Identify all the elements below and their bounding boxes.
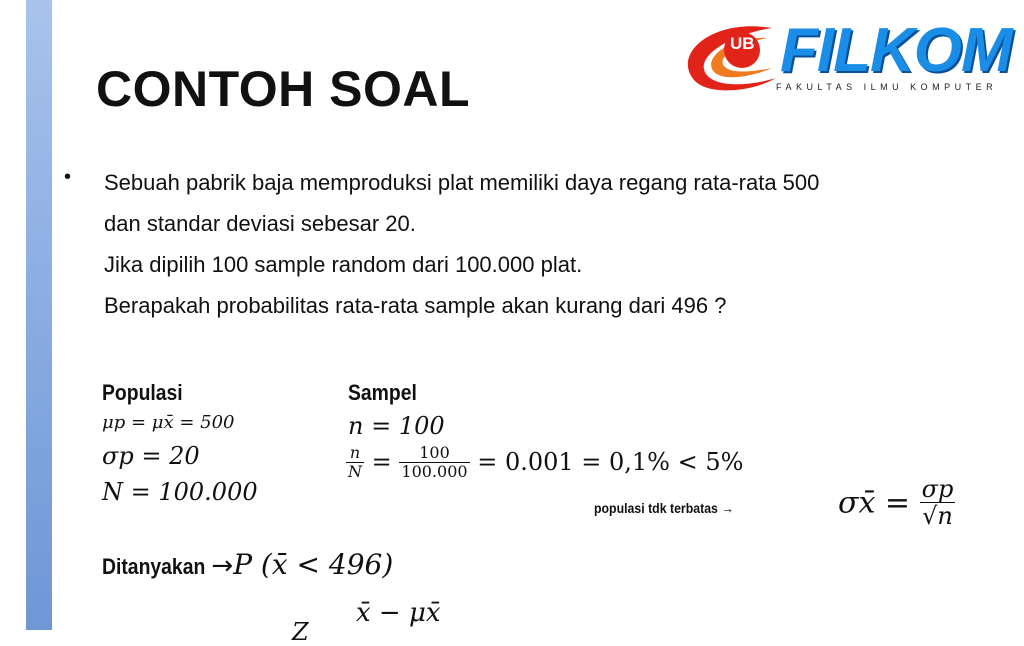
ratio-value-numerator: 100 <box>399 444 469 463</box>
logo-name: FILKOM <box>780 16 1012 85</box>
formula-numerator: σp <box>921 475 954 503</box>
ratio-result: = 0.001 = 0,1% < 5% <box>477 448 744 477</box>
slide-side-bar <box>26 0 52 630</box>
formula-denominator: √n <box>922 502 953 531</box>
standard-error-formula <box>838 476 955 530</box>
ratio-value-denominator: 100.000 <box>401 461 468 481</box>
asked-line <box>102 548 393 581</box>
sampel-size: n = 100 <box>348 412 445 440</box>
populasi-heading: Populasi <box>102 380 183 405</box>
ratio-numerator: n <box>346 444 364 463</box>
ratio-value-fraction <box>399 444 469 480</box>
problem-statement <box>104 162 984 326</box>
problem-line: dan standar deviasi sebesar 20. <box>104 211 416 236</box>
z-formula-numerator: x̄ − μx̄ <box>356 598 441 628</box>
ratio-fraction <box>346 444 364 480</box>
ratio-denominator: N <box>348 461 362 481</box>
asked-label: Ditanyakan <box>102 554 206 579</box>
logo-badge: UB <box>730 34 755 53</box>
sampel-heading: Sampel <box>348 380 417 405</box>
populasi-sd: σp = 20 <box>102 442 200 470</box>
filkom-logo <box>672 14 1012 114</box>
formula-lhs: σx̄ = <box>838 485 911 521</box>
bullet-marker: • <box>64 166 72 188</box>
infinite-population-note: populasi tdk terbatas → <box>594 500 734 516</box>
asked-expression: P (x̄ < 496) <box>233 548 394 581</box>
sampel-ratio: $\frac{n}{N}$ = $\frac{100}{100.000}$ = 0.001 = 0,1% < 5% <box>348 443 744 481</box>
populasi-size: N = 100.000 <box>102 478 258 506</box>
populasi-mean: μp = μx̄ = 500 <box>102 412 235 433</box>
asked-arrow: → <box>211 551 234 581</box>
slide-title: CONTOH SOAL <box>96 61 471 117</box>
problem-line: Sebuah pabrik baja memproduksi plat memiliki daya regang rata-rata 500 <box>104 170 820 195</box>
formula-fraction <box>920 476 956 530</box>
logo-subtitle: FAKULTAS ILMU KOMPUTER <box>776 82 998 92</box>
z-formula-lhs: Z <box>292 618 309 646</box>
problem-line: Berapakah probabilitas rata-rata sample akan kurang dari 496 ? <box>104 293 727 318</box>
problem-line: Jika dipilih 100 sample random dari 100.000 plat. <box>104 252 583 277</box>
logo-swoosh-icon <box>672 14 782 114</box>
